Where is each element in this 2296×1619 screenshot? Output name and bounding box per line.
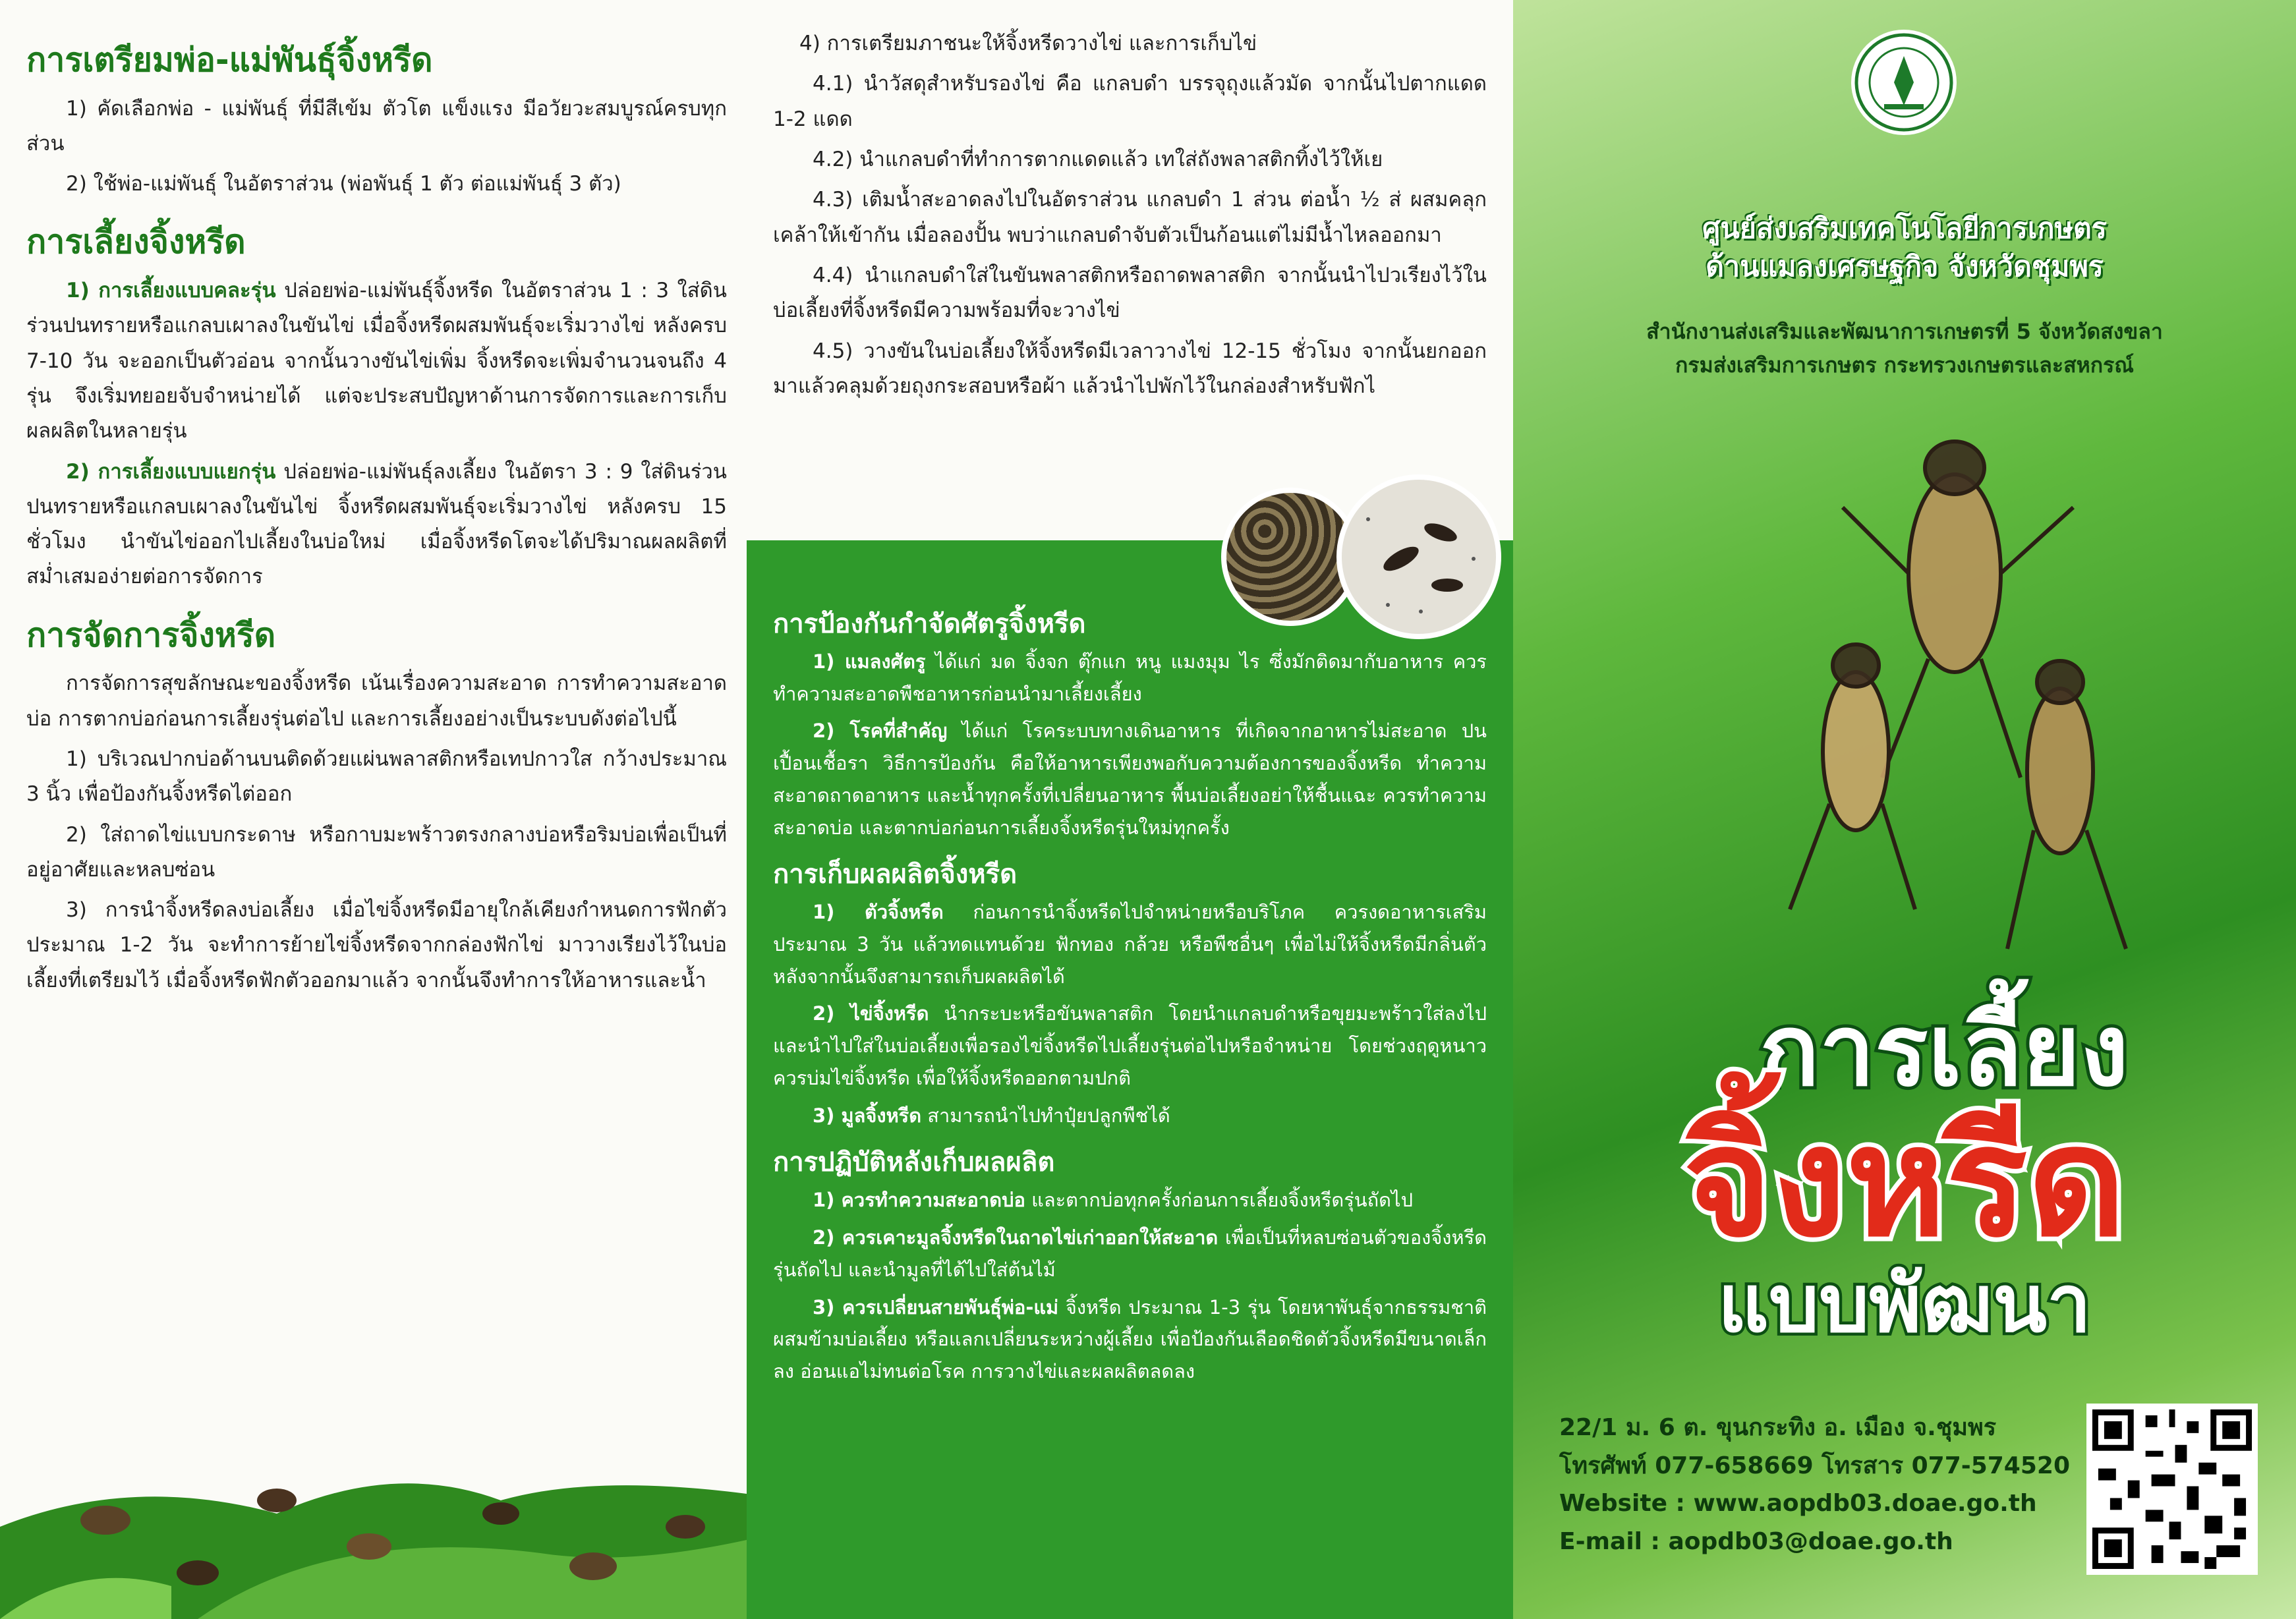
paragraph: 4.5) วางขันในบ่อเลี้ยงให้จิ้งหรีดมีเวลาวางไข่ 12-15 ชั่วโมง จากนั้นยกออกมาแล้วคลุมด้วยถุงกระสอบหรือผ้า แล้วนำไปพักไว้ในกล่องสำหรับฟักไ — [773, 339, 1487, 398]
lead-text: 2) ไข่จิ้งหรีด — [813, 1002, 929, 1025]
body-text: ได้แก่ มด จิ้งจก ตุ๊กแก หนู แมงมุม ไร ซึ่งมักติดมากับอาหาร ควรทำความสะอาดพืชอาหารก่อนนำมาเลี้ยงเลี้ยง — [773, 650, 1487, 705]
body-text: และตากบ่อทุกครั้งก่อนการเลี้ยงจิ้งหรีดรุ่นถัดไป — [1025, 1189, 1414, 1212]
cover-panel — [1513, 0, 2296, 1619]
title-line1: การเลี้ยง — [1760, 994, 2129, 1108]
lead-text: 3) มูลจิ้งหรีด — [813, 1104, 922, 1127]
paragraph: 4) การเตรียมภาชนะให้จิ้งหรีดวางไข่ และการเก็บไข่ — [799, 32, 1257, 55]
email-link[interactable]: E-mail : aopdb03@doae.go.th — [1559, 1527, 1953, 1555]
paragraph — [26, 273, 727, 449]
center-name-line2: ด้านแมลงเศรษฐกิจ จังหวัดชุมพร — [1706, 250, 2104, 284]
crickets-on-leaf-image — [0, 1276, 747, 1619]
body-text: สามารถนำไปทำปุ๋ยปลูกพืชได้ — [921, 1104, 1170, 1127]
paragraph — [773, 1100, 1487, 1132]
paragraph: 4.2) นำแกลบดำที่ทำการตากแดดแล้ว เทใส่ถังพลาสติกทิ้งไว้ให้เย — [813, 147, 1383, 171]
section-title: การเก็บผลผลิตจิ้งหรีด — [773, 859, 1018, 890]
section-raising — [26, 221, 727, 594]
paragraph — [773, 1222, 1487, 1286]
doae-seal-logo — [1848, 26, 1960, 138]
office-line2: กรมส่งเสริมการเกษตร กระทรวงเกษตรและสหกรณ์ — [1675, 353, 2134, 378]
lead-text: 1) ควรทำความสะอาดบ่อ — [813, 1189, 1025, 1212]
cover-title — [1513, 994, 2296, 1350]
paragraph — [773, 715, 1487, 843]
green-info-section — [747, 540, 1513, 1619]
body-text: ได้แก่ โรคระบบทางเดินอาหาร ที่เกิดจากอาหารไม่สะอาด ปนเปื้อนเชื้อรา วิธีการป้องกัน คือให้อาหารเพียงพอกับความต้องการของจิ้งหรีด ทำความสะอาดถาดอาหาร และน้ำทุกครั้งที่เปลี่ยนอาหาร พื้นบ่อเลี้ยงอย่าให้ชื้นแฉะ ควรทำความสะอาดบ่อ และตากบ่อก่อนการเลี้ยงจิ้งหรีดรุ่นใหม่ทุกครั้ง — [773, 720, 1487, 839]
section-title: การจัดการจิ้งหรีด — [26, 615, 276, 654]
paragraph: 4.4) นำแกลบดำใส่ในขันพลาสติกหรือถาดพลาสติก จากนั้นนำไปวเรียงไว้ในบ่อเลี้ยงที่จิ้งหรีดมีความพร้อมที่จะวางไข่ — [773, 263, 1487, 323]
office-name — [1513, 315, 2296, 382]
section-title: การเลี้ยงจิ้งหรีด — [26, 223, 246, 262]
center-name — [1513, 210, 2296, 286]
office-line1: สำนักงานส่งเสริมและพัฒนาการเกษตรที่ 5 จังหวัดสงขลา — [1646, 319, 2163, 344]
paragraph — [773, 1184, 1487, 1216]
lead-text: 1) ตัวจิ้งหรีด — [813, 901, 944, 924]
lead-text: 3) ควรเปลี่ยนสายพันธุ์พ่อ-แม่ — [813, 1295, 1059, 1319]
website-link[interactable]: Website : www.aopdb03.doae.go.th — [1559, 1490, 2037, 1518]
paragraph — [773, 646, 1487, 710]
title-line2: จิ้งหรีด — [1683, 1094, 2126, 1270]
phone-fax: โทรศัพท์ 077-658669 โทรสาร 077-574520 — [1559, 1452, 2071, 1479]
body-text: นำกระบะหรือขันพลาสติก โดยนำแกลบดำหรือขุยมะพร้าวใส่ลงไปและนำไปใส่ในบ่อเลี้ยงเพื่อรองไข่จิ้งหรีดไปเลี้ยงรุ่นต่อไปหรือจำหน่าย โดยช่วงฤดูหนาวควรบ่มไข่จิ้งหรีด เพื่อให้จิ้งหรีดออกตามปกติ — [773, 1002, 1487, 1089]
section-management — [26, 615, 727, 998]
body-text: จิ้งหรีด ประมาณ 1-3 รุ่น โดยหาพันธุ์จากธรรมชาติผสมข้ามบ่อเลี้ยง หรือแลกเปลี่ยนระหว่างผู้เลี้ยง เพื่อป้องกันเลือดชิดตัวจิ้งหรีดมีขนาดเล็กลง อ่อนแอไม่ทนต่อโรค การวางไข่และผลผลิตลดลง — [773, 1295, 1487, 1382]
body-text: ปล่อยพ่อ-แม่พันธุ์จิ้งหรีด ในอัตราส่วน 1 : 3 ใส่ดินร่วนปนทรายหรือแกลบเผาลงในขันไข่ เมื่อจิ้งหรีดผสมพันธุ์จะเริ่มวางไข่ หลังครบ 7-10 วัน จะออกเป็นตัวอ่อน จากนั้นวางขันไข่เพิ่ม จิ้งหรีดจะเพิ่มจำนวนจนถึง 4 รุ่น จึงเริ่มทยอยจับจำหน่ายได้ แต่จะประสบปัญหาด้านการจัดการและการเก็บผลผลิตในหลายรุ่น — [26, 278, 728, 443]
body-text: ก่อนการนำจิ้งหรีดไปจำหน่ายหรือบริโภค ควรงดอาหารเสริมประมาณ 3 วัน แล้วทดแทนด้วย ฟักทอง กล้วย หรือพืชอื่นๆ เพื่อไม่ให้จิ้งหรีดมีกลิ่นตัว หลังจากนั้นจึงสามารถเก็บผลผลิตได้ — [773, 901, 1487, 988]
paragraph: 2) ใช้พ่อ-แม่พันธุ์ ในอัตราส่วน (พ่อพันธุ์ 1 ตัว ต่อแม่พันธุ์ 3 ตัว) — [66, 172, 621, 196]
paragraph: 4.1) นำวัสดุสำหรับรองไข่ คือ แกลบดำ บรรจุถุงแล้วมัด จากนั้นไปตากแดด 1-2 แดด — [773, 72, 1487, 131]
section-title: การปฏิบัติหลังเก็บผลผลิต — [773, 1147, 1055, 1178]
paragraph — [773, 998, 1487, 1094]
body-text: เพื่อเป็นที่หลบซ่อนตัวของจิ้งหรีดรุ่นถัดไป และนำมูลที่ได้ไปใส่ต้นไม้ — [773, 1226, 1487, 1281]
body-text: ปล่อยพ่อ-แม่พันธุ์ลงเลี้ยง ในอัตรา 3 : 9 ใส่ดินร่วนปนทรายหรือแกลบเผาลงในขันไข่ จิ้งหรีดผสมพันธุ์จะเริ่มวางไข่ หลังครบ 15 ชั่วโมง นำขันไข่ออกไปเลี้ยงในบ่อใหม่ เมื่อจิ้งหรีดโตจะได้ปริมาณผลผลิตที่สม่ำเสมอง่ายต่อการจัดการ — [26, 459, 727, 589]
center-name-line1: ศูนย์ส่งเสริมเทคโนโลยีการเกษตร — [1702, 212, 2107, 245]
paragraph: 1) คัดเลือกพ่อ - แม่พันธุ์ ที่มีสีเข้ม ตัวโต แข็งแรง มีอวัยวะสมบูรณ์ครบทุกส่วน — [26, 96, 727, 156]
lead-text: 2) โรคที่สำคัญ — [813, 720, 948, 743]
section-title: การป้องกันกำจัดศัตรูจิ้งหรีด — [773, 609, 1086, 639]
lead-text: 2) การเลี้ยงแบบแยกรุ่น — [66, 459, 276, 484]
paragraph: 4.3) เติมน้ำสะอาดลงไปในอัตราส่วน แกลบดำ 1 ส่วน ต่อน้ำ ½ ส่ ผสมคลุกเคล้าให้เข้ากัน เมื่อลองปั้น พบว่าแกลบดำจับตัวเป็นก้อนแต่ไม่มีน้ำไหลออกมา — [773, 188, 1487, 247]
left-panel — [0, 0, 747, 1619]
paragraph: 1) บริเวณปากบ่อด้านบนติดด้วยแผ่นพลาสติกหรือเทปกาวใส กว้างประมาณ 3 นิ้ว เพื่อป้องกันจิ้งหรีดไต่ออก — [26, 747, 727, 807]
section-breeders — [26, 40, 727, 202]
lead-text: 2) ควรเคาะมูลจิ้งหรีดในถาดไข่เก่าออกให้สะอาด — [813, 1226, 1219, 1249]
crickets-illustration — [1731, 409, 2231, 988]
qr-code — [2086, 1404, 2258, 1575]
paragraph — [773, 896, 1487, 992]
paragraph — [26, 455, 727, 595]
paragraph: 3) การนำจิ้งหรีดลงบ่อเลี้ยง เมื่อไข่จิ้งหรีดมีอายุใกล้เคียงกำหนดการฟักตัวประมาณ 1-2 วัน จะทำการย้ายไข่จิ้งหรีดจากกล่องฟักไข่ มาวางเรียงไว้ในบ่อเลี้ยงที่เตรียมไว้ เมื่อจิ้งหรีดฟักตัวออกมาแล้ว จากนั้นจึงทำการให้อาหารและน้ำ — [26, 898, 727, 992]
crickets-illustration — [1342, 480, 1496, 634]
section-title: การเตรียมพ่อ-แม่พันธุ์จิ้งหรีด — [26, 41, 433, 79]
middle-panel — [747, 0, 1513, 1619]
paragraph: การจัดการสุขลักษณะของจิ้งหรีด เน้นเรื่องความสะอาด การทำความสะอาดบ่อ การตากบ่อก่อนการเลี้ยงรุ่นต่อไป และการเลี้ยงอย่างเป็นระบบดังต่อไปนี้ — [26, 671, 727, 731]
paragraph — [773, 1292, 1487, 1388]
paragraph: 2) ใส่ถาดไข่แบบกระดาษ หรือกาบมะพร้าวตรงกลางบ่อหรือริมบ่อเพื่อเป็นที่อยู่อาศัยและหลบซ่อน — [26, 822, 727, 882]
lead-text: 1) แมลงศัตรู — [813, 650, 926, 673]
lead-text: 1) การเลี้ยงแบบคละรุ่น — [66, 278, 276, 302]
contact-info — [1559, 1409, 2070, 1560]
crickets-photo — [1336, 474, 1501, 639]
egg-preparation-section — [747, 0, 1513, 540]
address: 22/1 ม. 6 ต. ขุนกระทิง อ. เมือง จ.ชุมพร — [1559, 1414, 1997, 1441]
title-line3: แบบพัฒนา — [1717, 1259, 2092, 1350]
